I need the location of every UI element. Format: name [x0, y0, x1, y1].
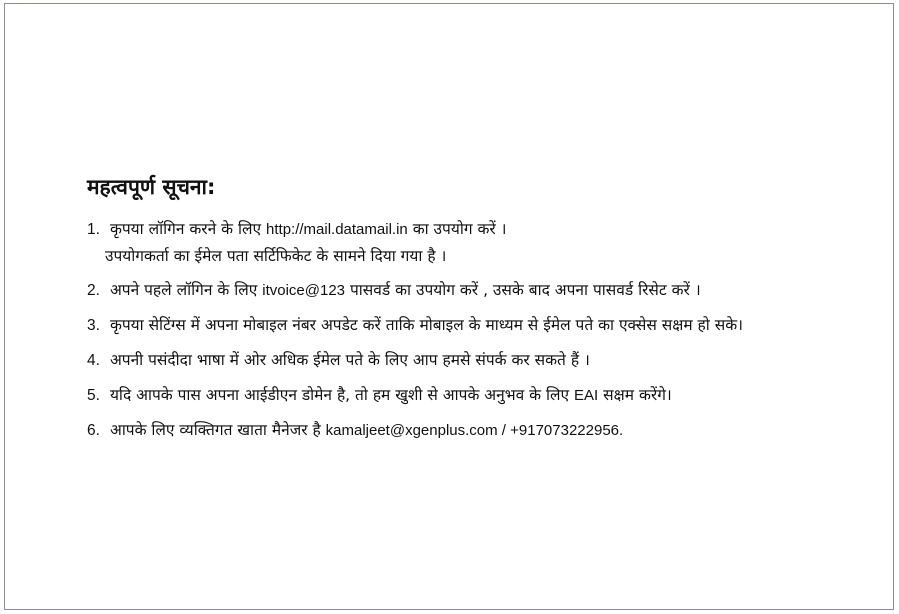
item-text: अपने पहले लॉगिन के लिए [109, 281, 258, 299]
notice-frame [4, 3, 894, 610]
item-text: यदि आपके पास अपना आईडीएन डोमेन है, तो हम खुशी से आपके अनुभव के लिए [109, 386, 570, 404]
notice-item-2 [87, 277, 877, 304]
notice-item-1 [87, 216, 877, 269]
notice-list [87, 216, 877, 444]
notice-title: महत्वपूर्ण सूचना: [87, 175, 216, 199]
item-number: 1. [87, 221, 100, 238]
item-text: सक्षम करेंगे। [603, 386, 672, 404]
notice-item-4 [87, 347, 877, 374]
item-subtext: उपयोगकर्ता का ईमेल पता सर्टिफिकेट के सामने दिया गया है । [105, 247, 447, 265]
item-text: का उपयोग करें । [412, 220, 507, 238]
eai-text: EAI [574, 387, 599, 404]
item-number: 2. [87, 282, 100, 299]
mail-url-text: http://mail.datamail.in [266, 221, 408, 238]
default-password-text: itvoice@123 [262, 282, 346, 299]
item-number: 4. [87, 352, 100, 369]
important-notice [87, 172, 877, 452]
notice-item-5 [87, 382, 877, 409]
account-manager-contact: kamaljeet@xgenplus.com / +917073222956. [325, 422, 624, 439]
item-text: कृपया सेटिंग्स में अपना मोबाइल नंबर अपडेट करें ताकि मोबाइल के माध्यम से ईमेल पते का एक्सेस सक्षम हो सके। [109, 316, 743, 334]
item-text: अपनी पसंदीदा भाषा में ओर अधिक ईमेल पते के लिए आप हमसे संपर्क कर सकते हैं । [109, 351, 590, 369]
item-text: पासवर्ड का उपयोग करें , उसके बाद अपना पासवर्ड रिसेट करें । [349, 281, 701, 299]
notice-item-6 [87, 417, 877, 444]
item-number: 6. [87, 422, 100, 439]
notice-item-3 [87, 312, 877, 339]
item-number: 5. [87, 387, 100, 404]
item-number: 3. [87, 317, 100, 334]
item-text: आपके लिए व्यक्तिगत खाता मैनेजर है [109, 421, 321, 439]
item-text: कृपया लॉगिन करने के लिए [109, 220, 262, 238]
